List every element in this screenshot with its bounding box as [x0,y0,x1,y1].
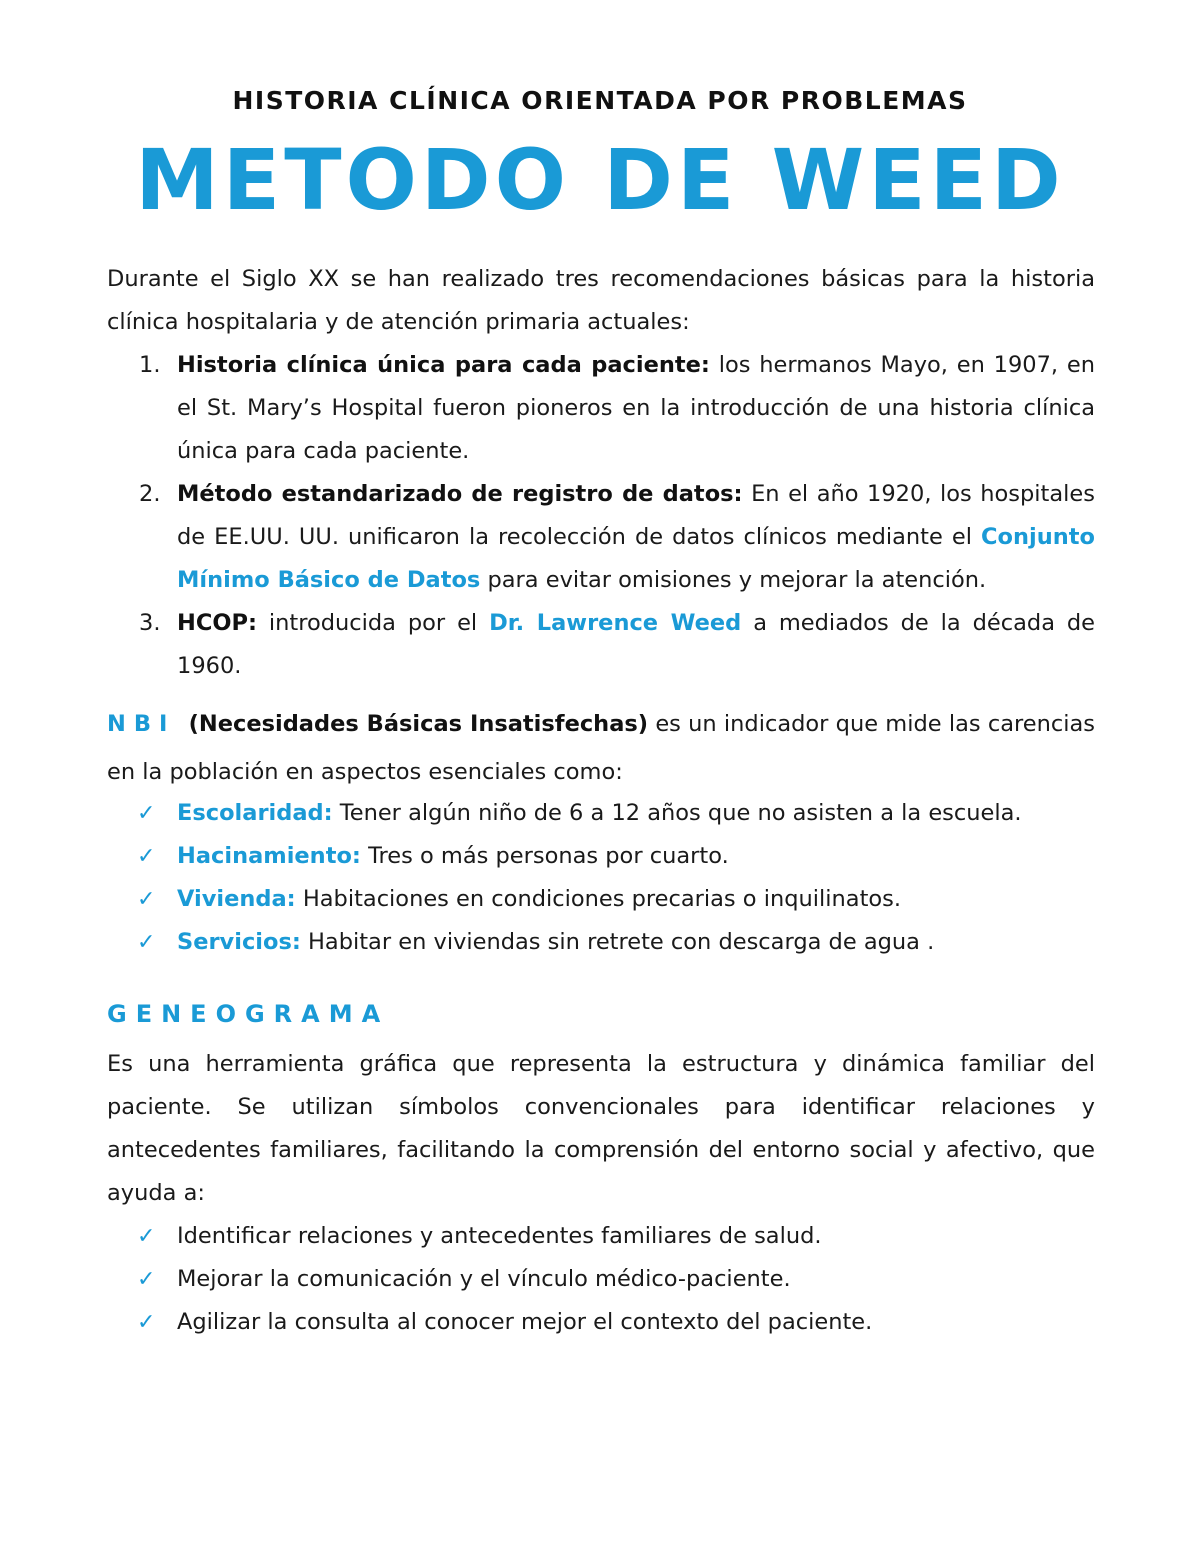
list-item [107,1301,1095,1344]
nbi-paragraph [107,700,1095,796]
list-item [107,878,1095,921]
geneograma-checklist [107,1215,1095,1344]
checkmark-icon: ✓ [137,844,156,869]
nbi-definition-term: (Necesidades Básicas Insatisfechas) [188,711,649,737]
list-item-colon: : [700,352,710,378]
list-item-colon: : [733,481,743,507]
list-item-colon: : [247,610,257,636]
nbi-heading: NBI [107,711,176,737]
geneograma-item-text: Mejorar la comunicación y el vínculo médico-paciente. [177,1266,791,1292]
nbi-definition-text: es un indicador que mide las carencias en la población en aspectos esenciales como: [107,711,1096,785]
checkmark-icon: ✓ [137,801,156,826]
nbi-item-text: Habitaciones en condiciones precarias o inquilinatos. [295,886,902,912]
list-item-text: En el año 1920, los hospitales de EE.UU. UU. unificaron la recolección de datos clínicos mediante el [177,481,1095,550]
nbi-item-text: Tener algún niño de 6 a 12 años que no asisten a la escuela. [332,800,1022,826]
nbi-item-label: Vivienda: [177,886,296,912]
list-item-title: Método estandarizado de registro de datos [177,481,734,507]
checkmark-icon: ✓ [137,930,156,955]
list-number: 1. [139,352,161,378]
highlight-term: Dr. Lawrence Weed [489,610,742,636]
list-item [107,344,1095,473]
geneograma-heading: GENEOGRAMA [107,1000,390,1028]
list-item-text: los hermanos Mayo, en 1907, en el St. Mary’s Hospital fueron pioneros en la introducción de una historia clínica única para cada paciente. [177,352,1095,464]
nbi-item-label: Servicios: [177,929,301,955]
checkmark-icon: ✓ [137,887,156,912]
list-item-title: Historia clínica única para cada paciente [177,352,701,378]
intro-paragraph: Durante el Siglo XX se han realizado tres recomendaciones básicas para la historia clínica hospitalaria y de atención primaria actuales: [107,266,1095,335]
nbi-item-text: Habitar en viviendas sin retrete con descarga de agua . [300,929,935,955]
nbi-item-text: Tres o más personas por cuarto. [360,843,729,869]
list-item [107,602,1095,688]
list-item-text: para evitar omisiones y mejorar la atención. [480,567,987,593]
geneograma-paragraph: Es una herramienta gráfica que representa la estructura y dinámica familiar del paciente. Se utilizan símbolos convencionales para identificar relaciones y antecedentes familiares, facilitando la comprensión del entorno social y afectivo, que ayuda a: [107,1051,1095,1206]
geneograma-item-text: Identificar relaciones y antecedentes familiares de salud. [177,1223,822,1249]
checkmark-icon: ✓ [137,1224,156,1249]
checkmark-icon: ✓ [137,1310,156,1335]
list-item-text: a mediados de la década de 1960. [177,610,1096,679]
list-item [107,835,1095,878]
nbi-item-label: Hacinamiento: [177,843,361,869]
list-item [107,921,1095,964]
list-item-title: HCOP [177,610,248,636]
geneograma-item-text: Agilizar la consulta al conocer mejor el contexto del paciente. [177,1309,873,1335]
highlight-term: Conjunto Mínimo Básico de Datos [177,524,1095,593]
checkmark-icon: ✓ [137,1267,156,1292]
list-number: 2. [139,481,161,507]
document-title: METODO DE WEED [135,131,1065,229]
nbi-item-label: Escolaridad: [177,800,333,826]
document-kicker: HISTORIA CLÍNICA ORIENTADA POR PROBLEMAS [232,86,968,115]
recommendations-list [107,344,1095,688]
list-item [107,473,1095,602]
list-item-text: introducida por el [256,610,490,636]
list-item [107,1215,1095,1258]
list-item [107,1258,1095,1301]
list-item [107,792,1095,835]
list-number: 3. [139,610,161,636]
nbi-checklist [107,792,1095,964]
